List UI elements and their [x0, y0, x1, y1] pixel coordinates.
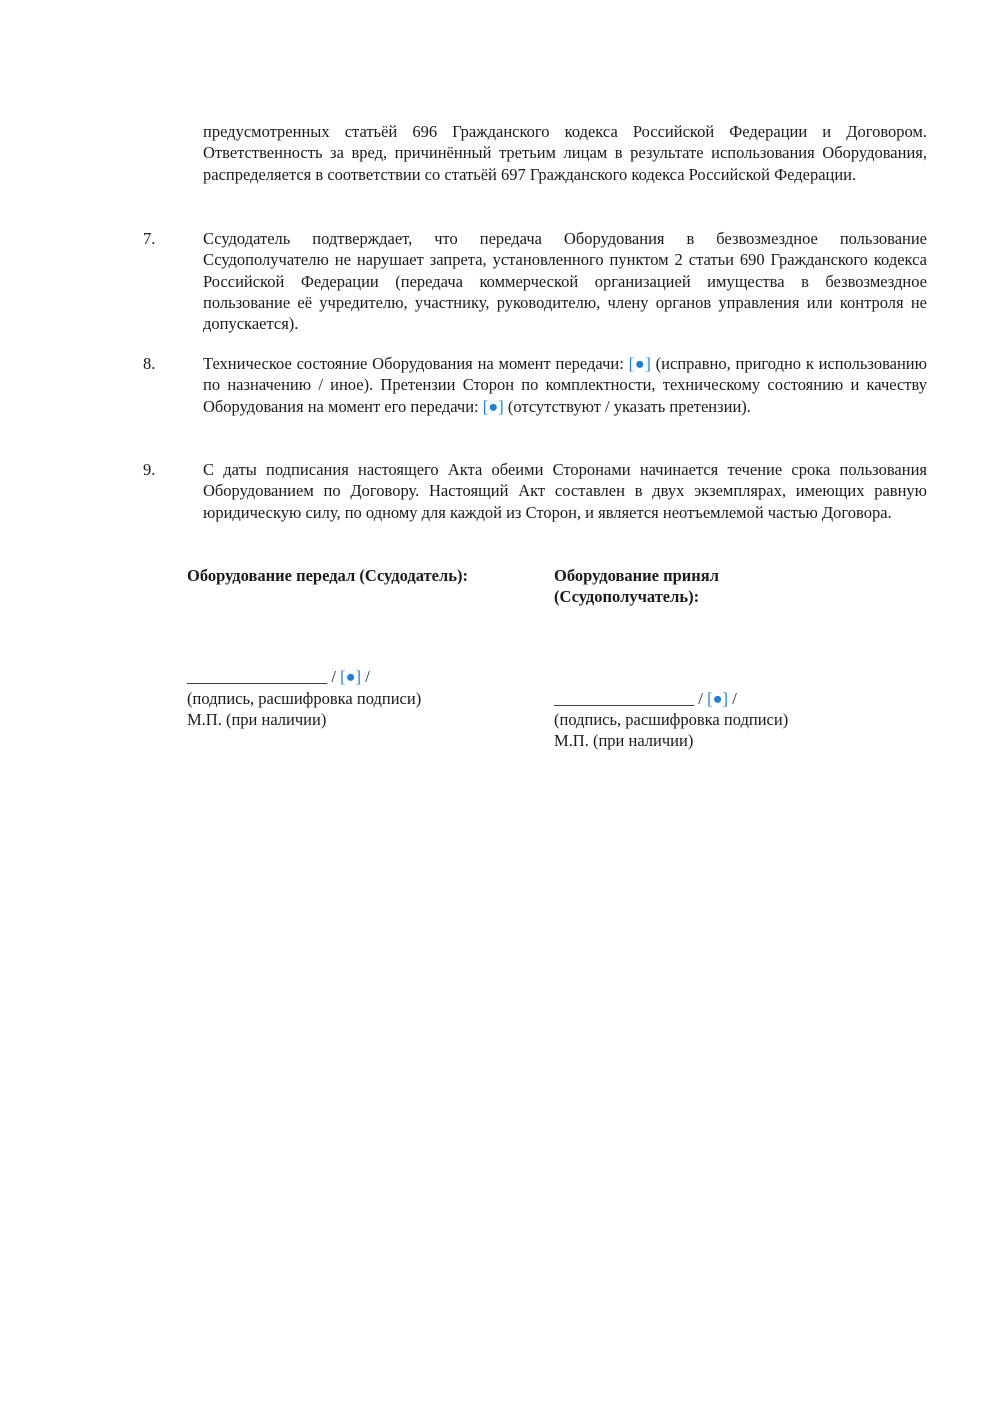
signature-block-borrower	[554, 565, 914, 765]
clause-number: 8.	[143, 354, 156, 373]
signature-line: _________________ / [●] /	[187, 667, 370, 686]
clause-text-part: Техническое состояние Оборудования на момент передачи:	[203, 354, 629, 373]
clause-text	[203, 353, 927, 417]
signature-line: _________________ / [●] /	[554, 689, 737, 708]
clause-text: С даты подписания настоящего Акта обеими Сторонами начинается течение срока пользования Оборудованием по Договору. Настоящий Акт составлен в двух экземплярах, имеющих равную юридическую силу, по одному для каждой из Сторон, и является неотъемлемой частью Договора.	[203, 460, 927, 522]
continuation-paragraph	[203, 121, 927, 185]
stamp-note: М.П. (при наличии)	[554, 731, 694, 750]
signature-caption: (подпись, расшифровка подписи)	[554, 710, 789, 729]
clause-8	[143, 353, 927, 417]
clause-number: 7.	[143, 229, 156, 248]
clause-text: Ссудодатель подтверждает, что передача Оборудования в безвозмездное пользование Ссудополучателю не нарушает запрета, установленного пунктом 2 статьи 690 Гражданского кодекса Российской Федерации (передача коммерческой организацией имущества в безвозмездное пользование её учредителю, участнику, руководителю, члену органов управления или контроля не допускается).	[203, 229, 927, 334]
signature-heading-line: Оборудование принял	[554, 566, 719, 585]
stamp-note: М.П. (при наличии)	[187, 710, 327, 729]
placeholder-marker: [●]	[482, 396, 504, 416]
continuation-text: предусмотренных статьёй 696 Гражданского кодекса Российской Федерации и Договором. Ответственность за вред, причинённый третьим лицам в результате использования Оборудования, распределяется в соответствии со статьёй 697 Гражданского кодекса Российской Федерации.	[203, 122, 927, 184]
placeholder-marker: [●]	[340, 667, 362, 686]
clause-text-part: (отсутствуют / указать претензии).	[503, 396, 751, 416]
placeholder-marker: [●]	[707, 689, 729, 708]
signature-block-lender	[187, 565, 547, 765]
placeholder-marker: [●]	[628, 354, 651, 373]
clause-7	[143, 228, 927, 334]
signature-heading: Оборудование передал (Ссудодатель):	[187, 566, 468, 585]
signature-caption: (подпись, расшифровка подписи)	[187, 689, 422, 708]
clause-9	[143, 459, 927, 523]
signature-heading	[554, 565, 914, 608]
clause-number: 9.	[143, 460, 156, 479]
signature-heading-line: (Ссудополучатель):	[554, 587, 700, 607]
clause-text-part: (исправно, пригодно к использованию по назначению / иное). Претензии Сторон по комплектности, техническому состоянию и качеству Оборудования на момент его передачи:	[203, 354, 927, 416]
